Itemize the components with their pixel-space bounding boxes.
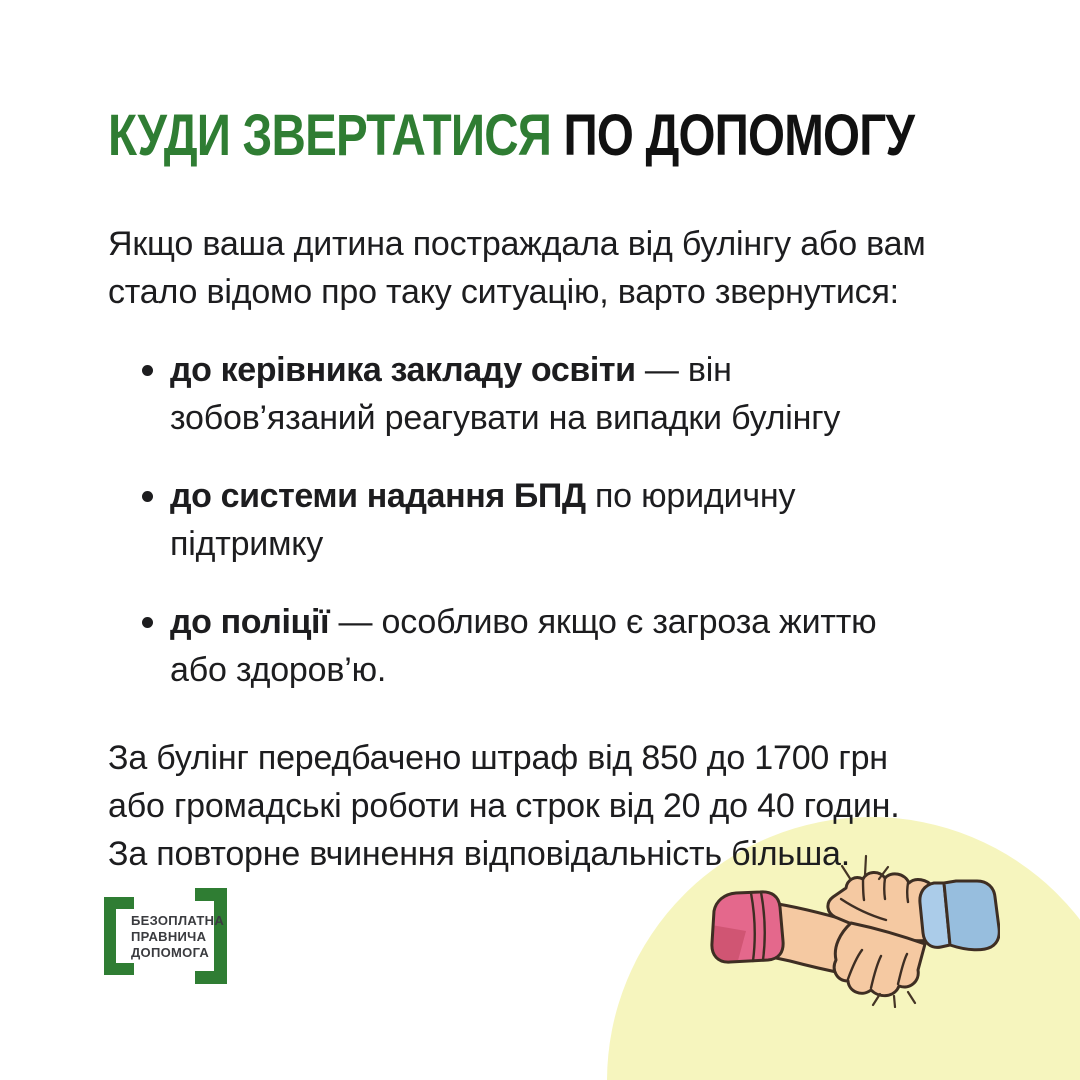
- logo-left-bracket-icon: [104, 897, 134, 975]
- logo-text-line: ДОПОМОГА: [131, 945, 210, 960]
- bullet-rest-text: — особливо якщо є загроза життю або здоров’ю.: [170, 602, 877, 689]
- penalty-paragraph: За булінг передбачено штраф від 850 до 1700 грн або громадські роботи на строк від 20 до 40 годин. За повторне вчинення відповідальність більша.: [108, 738, 900, 873]
- intro-paragraph: Якщо ваша дитина постраждала від булінгу або вам стало відомо про таку ситуацію, варто звернутися:: [108, 224, 926, 311]
- list-item: [108, 346, 890, 442]
- title-highlight: КУДИ ЗВЕРТАТИСЯ: [108, 103, 552, 168]
- bullet-list: [108, 346, 998, 694]
- content-column: [108, 104, 998, 878]
- bullet-dot: [142, 365, 153, 376]
- logo-text: [131, 913, 224, 961]
- bullet-rest-text: — він зобов’язаний реагувати на випадки булінгу: [170, 350, 841, 437]
- title-rest: ПО ДОПОМОГУ: [551, 103, 915, 168]
- logo-text-line: БЕЗОПЛАТНА: [131, 913, 225, 928]
- list-item: [108, 598, 890, 694]
- bullet-bold-text: до системи надання БПД: [170, 476, 586, 515]
- logo-text-line: ПРАВНИЧА: [131, 929, 207, 944]
- bullet-dot: [142, 617, 153, 628]
- bullet-rest-text: по юридичну підтримку: [170, 476, 796, 563]
- bullet-bold-text: до керівника закладу освіти: [170, 350, 636, 389]
- page-title: [108, 103, 915, 168]
- legal-aid-logo: [104, 888, 244, 988]
- bullet-bold-text: до поліції: [170, 602, 330, 641]
- list-item: [108, 472, 890, 568]
- bullet-dot: [142, 491, 153, 502]
